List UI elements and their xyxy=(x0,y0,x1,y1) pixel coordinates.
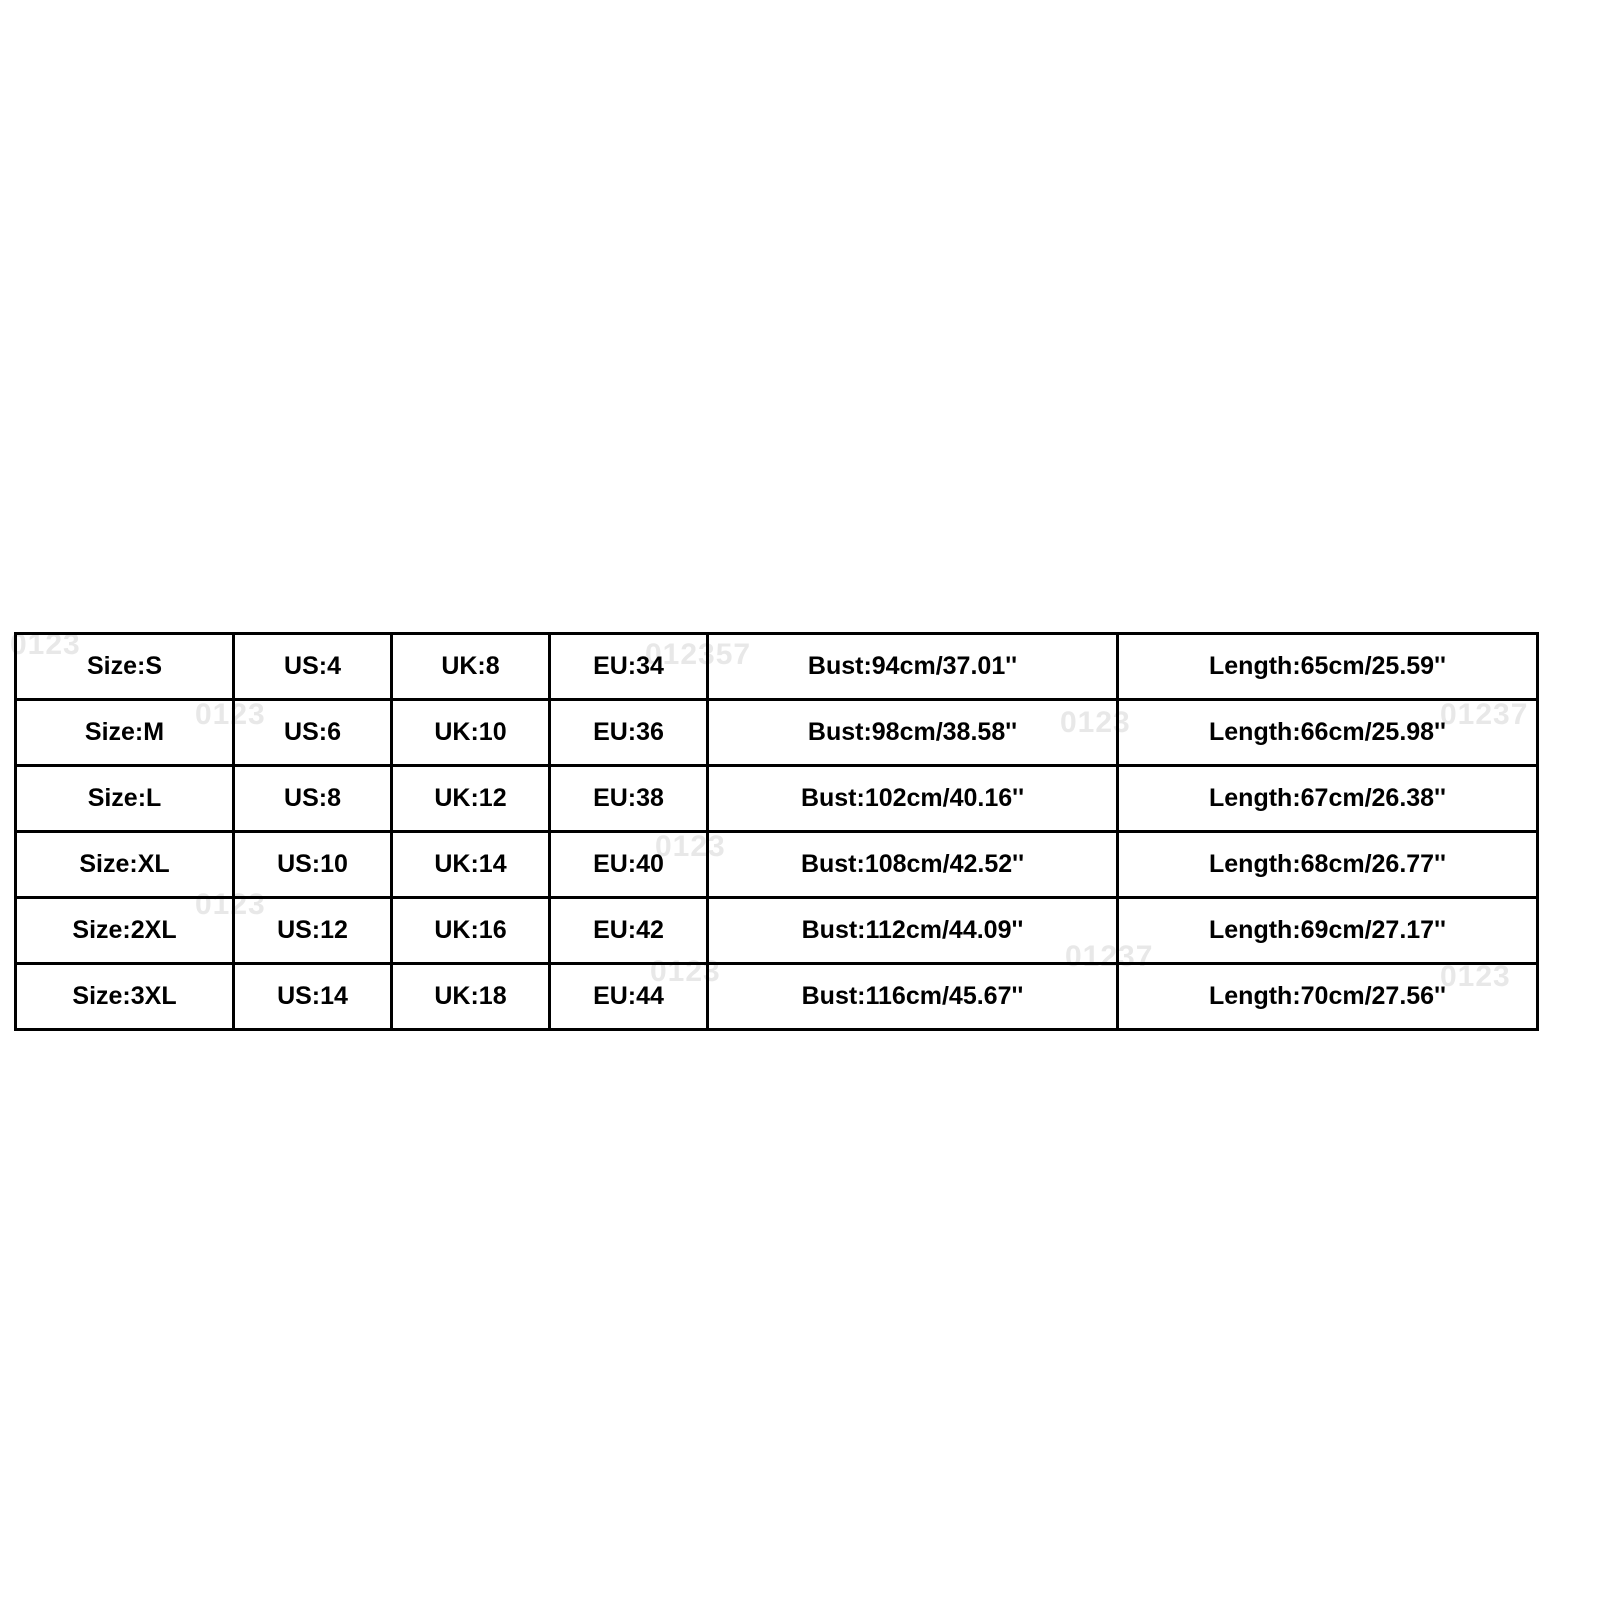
cell-bust: Bust:94cm/37.01'' xyxy=(708,634,1118,700)
size-chart xyxy=(14,632,1536,1031)
cell-uk: UK:16 xyxy=(392,898,550,964)
watermark-text: 0123 xyxy=(655,830,726,863)
watermark-text: 0123 xyxy=(10,628,81,661)
cell-bust: Bust:116cm/45.67'' xyxy=(708,964,1118,1030)
cell-eu: EU:44 xyxy=(550,964,708,1030)
watermark-text: 0123 xyxy=(1440,960,1511,993)
cell-us: US:10 xyxy=(234,832,392,898)
cell-size: Size:S xyxy=(16,634,234,700)
watermark-text: 0123 xyxy=(195,698,266,731)
cell-size: Size:L xyxy=(16,766,234,832)
table-row xyxy=(16,700,1538,766)
cell-eu: EU:42 xyxy=(550,898,708,964)
watermark-text: 012357 xyxy=(645,638,752,671)
cell-size: Size:XL xyxy=(16,832,234,898)
cell-us: US:14 xyxy=(234,964,392,1030)
cell-size: Size:2XL xyxy=(16,898,234,964)
cell-eu: EU:38 xyxy=(550,766,708,832)
cell-size: Size:M xyxy=(16,700,234,766)
cell-length: Length:69cm/27.17'' xyxy=(1118,898,1538,964)
cell-bust: Bust:112cm/44.09'' xyxy=(708,898,1118,964)
table-row xyxy=(16,964,1538,1030)
cell-uk: UK:8 xyxy=(392,634,550,700)
cell-us: US:6 xyxy=(234,700,392,766)
cell-bust: Bust:102cm/40.16'' xyxy=(708,766,1118,832)
table-row xyxy=(16,766,1538,832)
cell-bust: Bust:108cm/42.52'' xyxy=(708,832,1118,898)
watermark-text: 0123 xyxy=(1060,706,1131,739)
cell-size: Size:3XL xyxy=(16,964,234,1030)
cell-us: US:4 xyxy=(234,634,392,700)
cell-uk: UK:10 xyxy=(392,700,550,766)
cell-length: Length:70cm/27.56'' xyxy=(1118,964,1538,1030)
cell-us: US:12 xyxy=(234,898,392,964)
watermark-text: 0123 xyxy=(650,955,721,988)
cell-length: Length:68cm/26.77'' xyxy=(1118,832,1538,898)
cell-us: US:8 xyxy=(234,766,392,832)
cell-eu: EU:40 xyxy=(550,832,708,898)
table-row xyxy=(16,898,1538,964)
watermark-text: 01237 xyxy=(1440,698,1529,731)
watermark-text: 01237 xyxy=(1065,940,1154,973)
cell-length: Length:66cm/25.98'' xyxy=(1118,700,1538,766)
cell-length: Length:67cm/26.38'' xyxy=(1118,766,1538,832)
cell-eu: EU:36 xyxy=(550,700,708,766)
cell-uk: UK:18 xyxy=(392,964,550,1030)
cell-bust: Bust:98cm/38.58'' xyxy=(708,700,1118,766)
table-row xyxy=(16,634,1538,700)
cell-uk: UK:12 xyxy=(392,766,550,832)
cell-eu: EU:34 xyxy=(550,634,708,700)
watermark-text: 0123 xyxy=(195,888,266,921)
cell-uk: UK:14 xyxy=(392,832,550,898)
cell-length: Length:65cm/25.59'' xyxy=(1118,634,1538,700)
table-row xyxy=(16,832,1538,898)
size-table xyxy=(14,632,1539,1031)
